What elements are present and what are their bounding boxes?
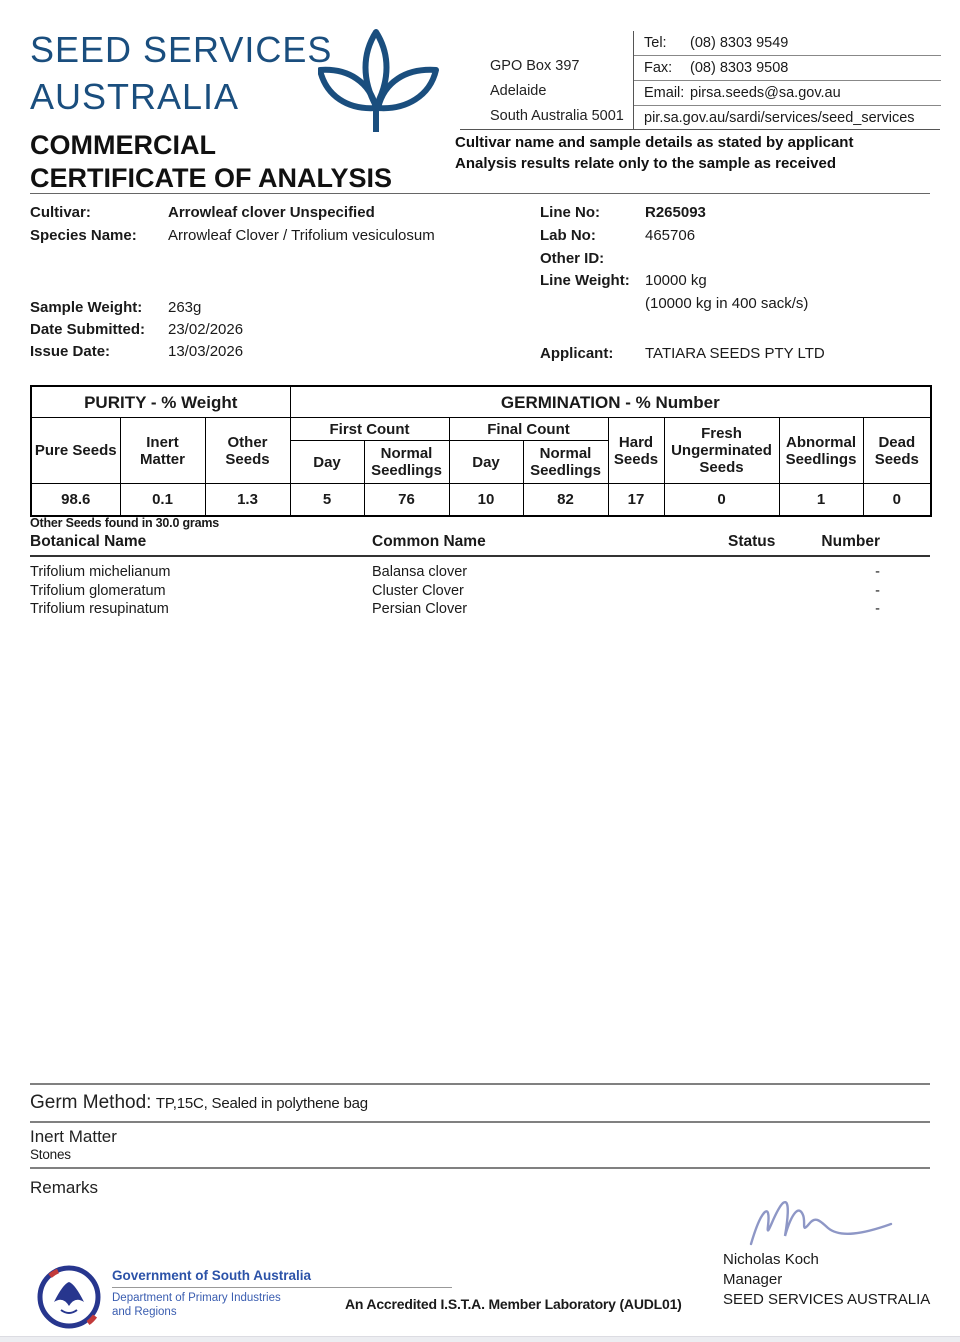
col-header-fresh-ungerminated: Fresh Ungerminated Seeds [664,418,779,484]
first-count-day-header: Day [290,441,364,484]
sample-weight-value: 263g [168,299,202,316]
remarks-label: Remarks [30,1178,99,1197]
leaf-logo-icon [318,28,440,145]
col-header-hard-seeds: Hard Seeds [608,418,664,484]
final-count-normal-value: 82 [523,484,608,517]
line-weight-note: (10000 kg in 400 sack/s) [645,295,809,312]
title-line1: COMMERCIAL [30,130,216,160]
status-header: Status [728,533,776,550]
germ-method-value: TP,15C, Sealed in polythene bag [155,1095,368,1112]
fresh-ungerminated-value: 0 [664,484,779,517]
other-seeds-header-row [30,533,880,551]
inert-matter-top-rule [30,1121,930,1123]
final-count-normal-header: Normal Seedlings [523,441,608,484]
signatory-block [723,1250,930,1310]
brand-wordmark [30,26,332,120]
sa-government-emblem [36,1264,102,1335]
inert-matter-value: Stones [30,1147,71,1162]
line-weight-label: Line Weight: [540,272,630,289]
col-header-other-seeds: Other Seeds [205,418,290,484]
postal-address [490,54,624,129]
first-count-header: First Count [290,418,449,441]
cultivar-value: Arrowleaf clover Unspecified [168,204,375,221]
common-name: Cluster Clover [372,582,464,599]
hard-seeds-value: 17 [608,484,664,517]
address-line2: Adelaide [490,83,547,99]
tel-label: Tel: [644,35,667,51]
other-seeds-list [30,563,880,619]
sample-weight-label: Sample Weight: [30,299,143,316]
document-title [30,129,392,195]
other-seeds-heading: Other Seeds found in 30.0 grams [30,516,219,530]
common-name: Balansa clover [372,564,468,580]
germ-method-top-rule [30,1083,930,1085]
address-line1: GPO Box 397 [490,58,580,74]
inert-matter-label: Inert Matter [30,1127,117,1146]
col-header-inert-matter: Inert Matter [120,418,205,484]
botanical-name: Trifolium glomeratum [30,582,166,599]
department-line2: and Regions [112,1306,177,1318]
botanical-name: Trifolium resupinatum [30,601,169,617]
accreditation-note: An Accredited I.S.T.A. Member Laboratory (AUDL01) [345,1296,682,1312]
fax-value: (08) 8303 9508 [690,60,789,76]
number-header: Number [821,533,880,550]
document-disclaimer [455,132,853,174]
col-header-abnormal-seedlings: Abnormal Seedlings [779,418,863,484]
title-divider [30,193,930,194]
other-seeds-row [30,563,880,582]
first-count-normal-header: Normal Seedlings [364,441,449,484]
issue-date-value: 13/03/2026 [168,343,244,360]
germination-header: GERMINATION - % Number [290,386,931,418]
government-underline [112,1287,452,1288]
germ-method-label: Germ Method: [30,1092,152,1113]
purity-header: PURITY - % Weight [31,386,290,418]
signature-icon [745,1196,895,1255]
species-label: Species Name: [30,227,137,244]
col-header-dead-seeds: Dead Seeds [863,418,931,484]
species-value: Arrowleaf Clover / Trifolium vesiculosum [168,227,435,244]
other-id-label: Other ID: [540,250,605,267]
lab-no-value: 465706 [645,227,696,244]
abnormal-seedlings-value: 1 [779,484,863,517]
other-seeds-row [30,600,880,619]
government-name: Government of South Australia [112,1268,312,1283]
first-count-day-value: 5 [290,484,364,517]
address-line3: South Australia 5001 [490,108,624,124]
signatory-role: Manager [723,1271,783,1288]
botanical-name-header: Botanical Name [30,533,147,550]
common-name-header: Common Name [372,533,486,550]
line-no-label: Line No: [540,204,600,221]
final-count-header: Final Count [449,418,608,441]
col-header-pure-seeds: Pure Seeds [31,418,120,484]
other-seeds-header-rule [30,555,930,557]
brand-line1: SEED SERVICES [30,29,333,70]
signatory-org: SEED SERVICES AUSTRALIA [723,1291,931,1308]
disclaimer-line2: Analysis results relate only to the sample as received [455,155,837,172]
remarks-top-rule [30,1167,930,1169]
contact-row-tel [634,31,941,56]
other-seeds-value: 1.3 [205,484,290,517]
status-value [728,600,800,619]
pure-seeds-value: 98.6 [31,484,120,517]
department-line1: Department of Primary Industries [112,1292,281,1304]
tel-value: (08) 8303 9549 [690,35,789,51]
brand-line2: AUSTRALIA [30,76,240,117]
date-submitted-value: 23/02/2026 [168,321,244,338]
other-seeds-row [30,582,880,601]
common-name: Persian Clover [372,601,468,617]
botanical-name: Trifolium michelianum [30,564,171,580]
final-count-day-header: Day [449,441,523,484]
status-value [728,582,800,601]
status-value [728,563,800,582]
header-divider [460,129,940,130]
email-label: Email: [644,85,685,101]
dead-seeds-value: 0 [863,484,931,517]
line-no-value: R265093 [645,204,706,221]
email-value: pirsa.seeds@sa.gov.au [690,85,841,101]
contact-row-website [634,106,941,130]
applicant-value: TATIARA SEEDS PTY LTD [645,345,825,362]
website-value: pir.sa.gov.au/sardi/services/seed_services [644,110,915,126]
contact-row-fax [634,56,941,81]
issue-date-label: Issue Date: [30,343,111,360]
title-line2: CERTIFICATE OF ANALYSIS [30,163,393,193]
first-count-normal-value: 76 [364,484,449,517]
signatory-name: Nicholas Koch [723,1251,819,1268]
disclaimer-line1: Cultivar name and sample details as stated by applicant [455,134,854,151]
germ-method-row [30,1092,368,1114]
applicant-label: Applicant: [540,345,614,362]
page-bottom-edge [0,1336,960,1342]
contact-row-email [634,81,941,106]
line-weight-value: 10000 kg [645,272,707,289]
number-value: - [875,582,880,599]
final-count-day-value: 10 [449,484,523,517]
date-submitted-label: Date Submitted: [30,321,146,338]
analysis-table [30,385,932,517]
department-name [112,1291,281,1319]
cultivar-label: Cultivar: [30,204,91,221]
lab-no-label: Lab No: [540,227,596,244]
number-value: - [875,601,880,617]
contact-block [633,31,941,130]
inert-matter-value: 0.1 [120,484,205,517]
fax-label: Fax: [644,60,673,76]
number-value: - [875,564,880,580]
